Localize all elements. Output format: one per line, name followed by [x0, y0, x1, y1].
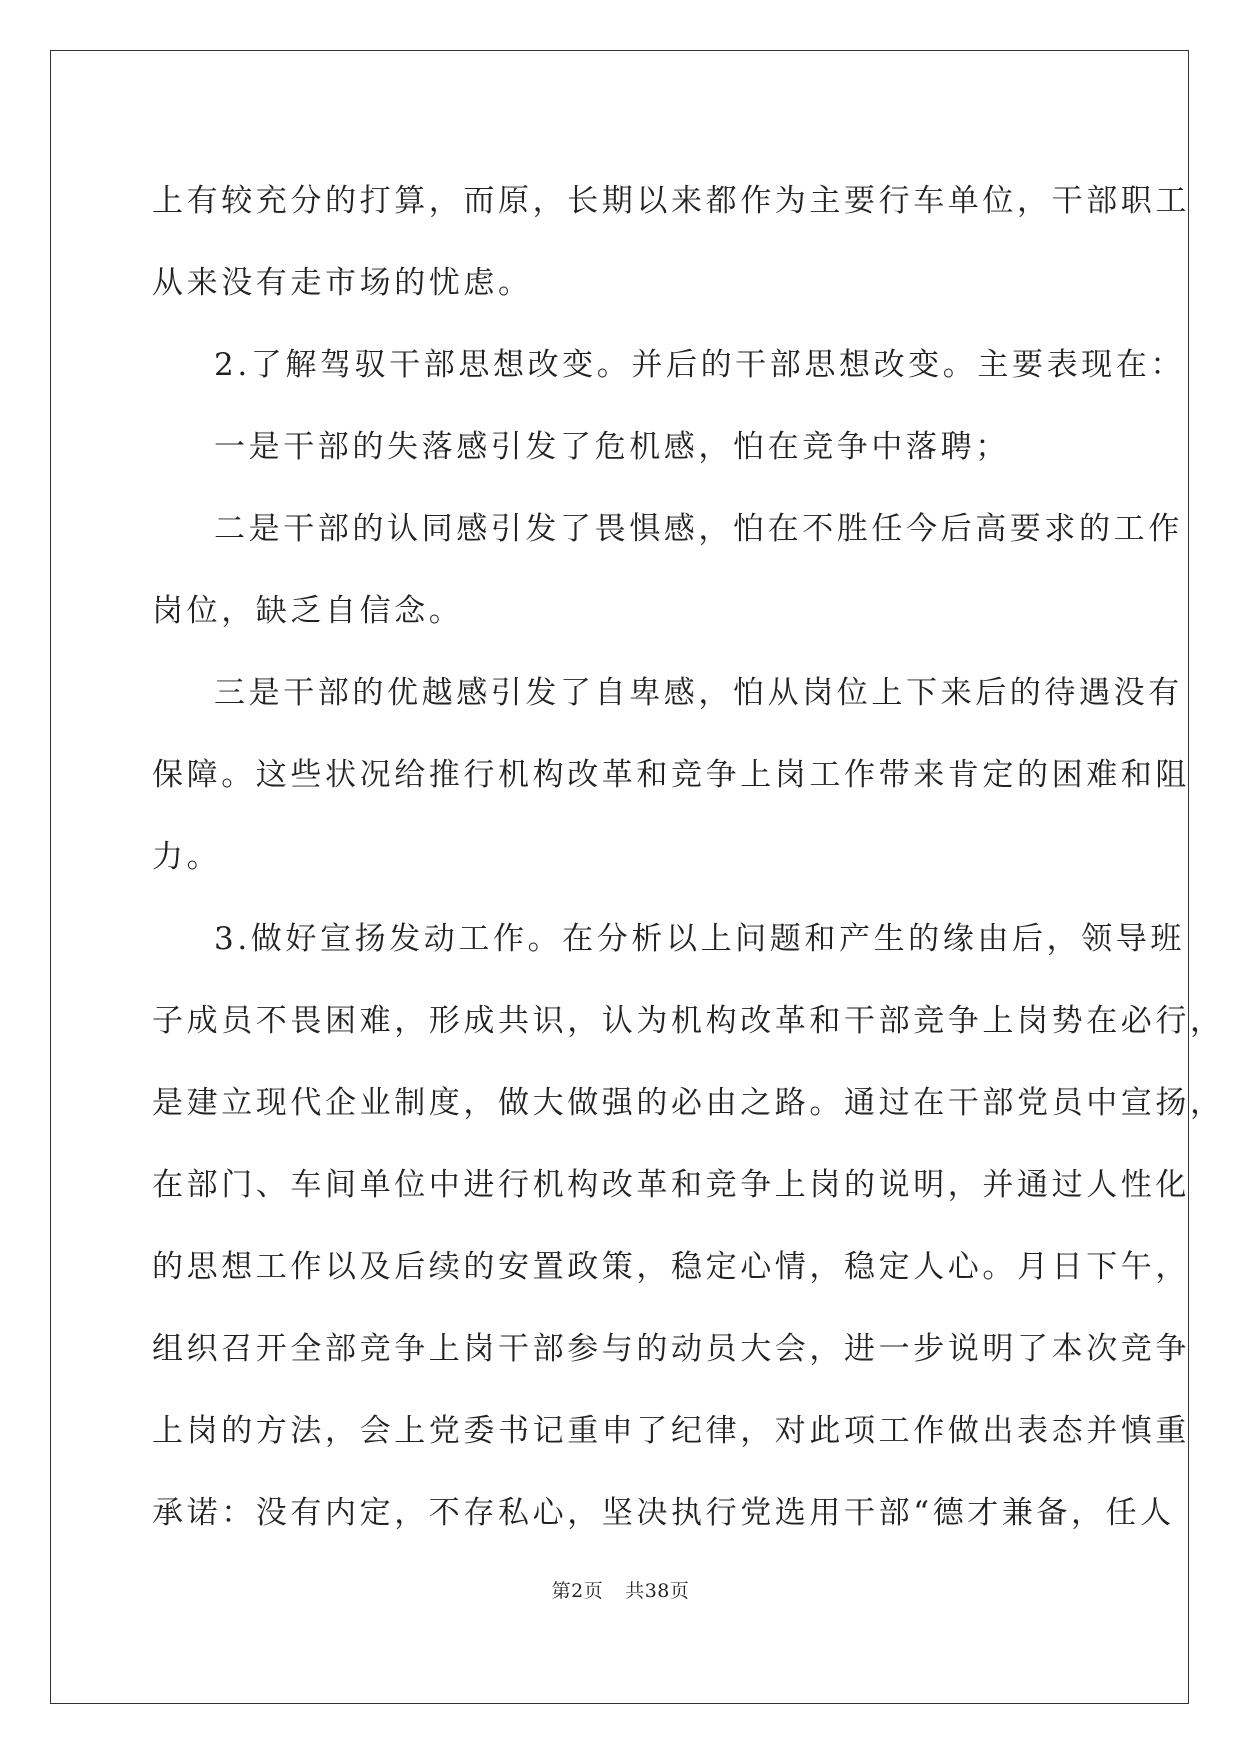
text-line: 二是干部的认同感引发了畏惧感，怕在不胜任今后高要求的工作 [214, 511, 1183, 547]
text-line: 从来没有走市场的忧虑。 [152, 265, 533, 301]
text-line: 在部门、车间单位中进行机构改革和竞争上岗的说明，并通过人性化 [152, 1167, 1190, 1203]
text-line: 上岗的方法，会上党委书记重申了纪律，对此项工作做出表态并慎重 [152, 1413, 1190, 1449]
text-line: 三是干部的优越感引发了自卑感，怕从岗位上下来后的待遇没有 [214, 675, 1183, 711]
text-line: 是建立现代企业制度，做大做强的必由之路。通过在干部党员中宣扬， [152, 1085, 1225, 1121]
text-line: 上有较充分的打算，而原，长期以来都作为主要行车单位，干部职工 [152, 183, 1190, 219]
text-line: 力。 [152, 839, 222, 875]
text-line: 组织召开全部竞争上岗干部参与的动员大会，进一步说明了本次竞争 [152, 1331, 1190, 1367]
text-line: 一是干部的失落感引发了危机感，怕在竞争中落聘； [214, 429, 1010, 465]
page-number: 第2页 [551, 1580, 604, 1602]
text-line: 2.了解驾驭干部思想改变。并后的干部思想改变。主要表现在： [214, 347, 1185, 383]
text-line: 子成员不畏困难，形成共识，认为机构改革和干部竞争上岗势在必行， [152, 1003, 1225, 1039]
text-line: 承诺：没有内定，不存私心，坚决执行党选用干部“德才兼备，任人 [152, 1495, 1175, 1531]
page-footer [0, 1576, 1241, 1603]
text-line: 3.做好宣扬发动工作。在分析以上问题和产生的缘由后，领导班 [214, 921, 1185, 957]
text-line: 的思想工作以及后续的安置政策，稳定心情，稳定人心。月日下午， [152, 1249, 1190, 1285]
text-line: 保障。这些状况给推行机构改革和竞争上岗工作带来肯定的困难和阻 [152, 757, 1190, 793]
page-total: 共38页 [625, 1580, 690, 1602]
document-body [152, 160, 1225, 1554]
text-line: 岗位，缺乏自信念。 [152, 593, 464, 629]
